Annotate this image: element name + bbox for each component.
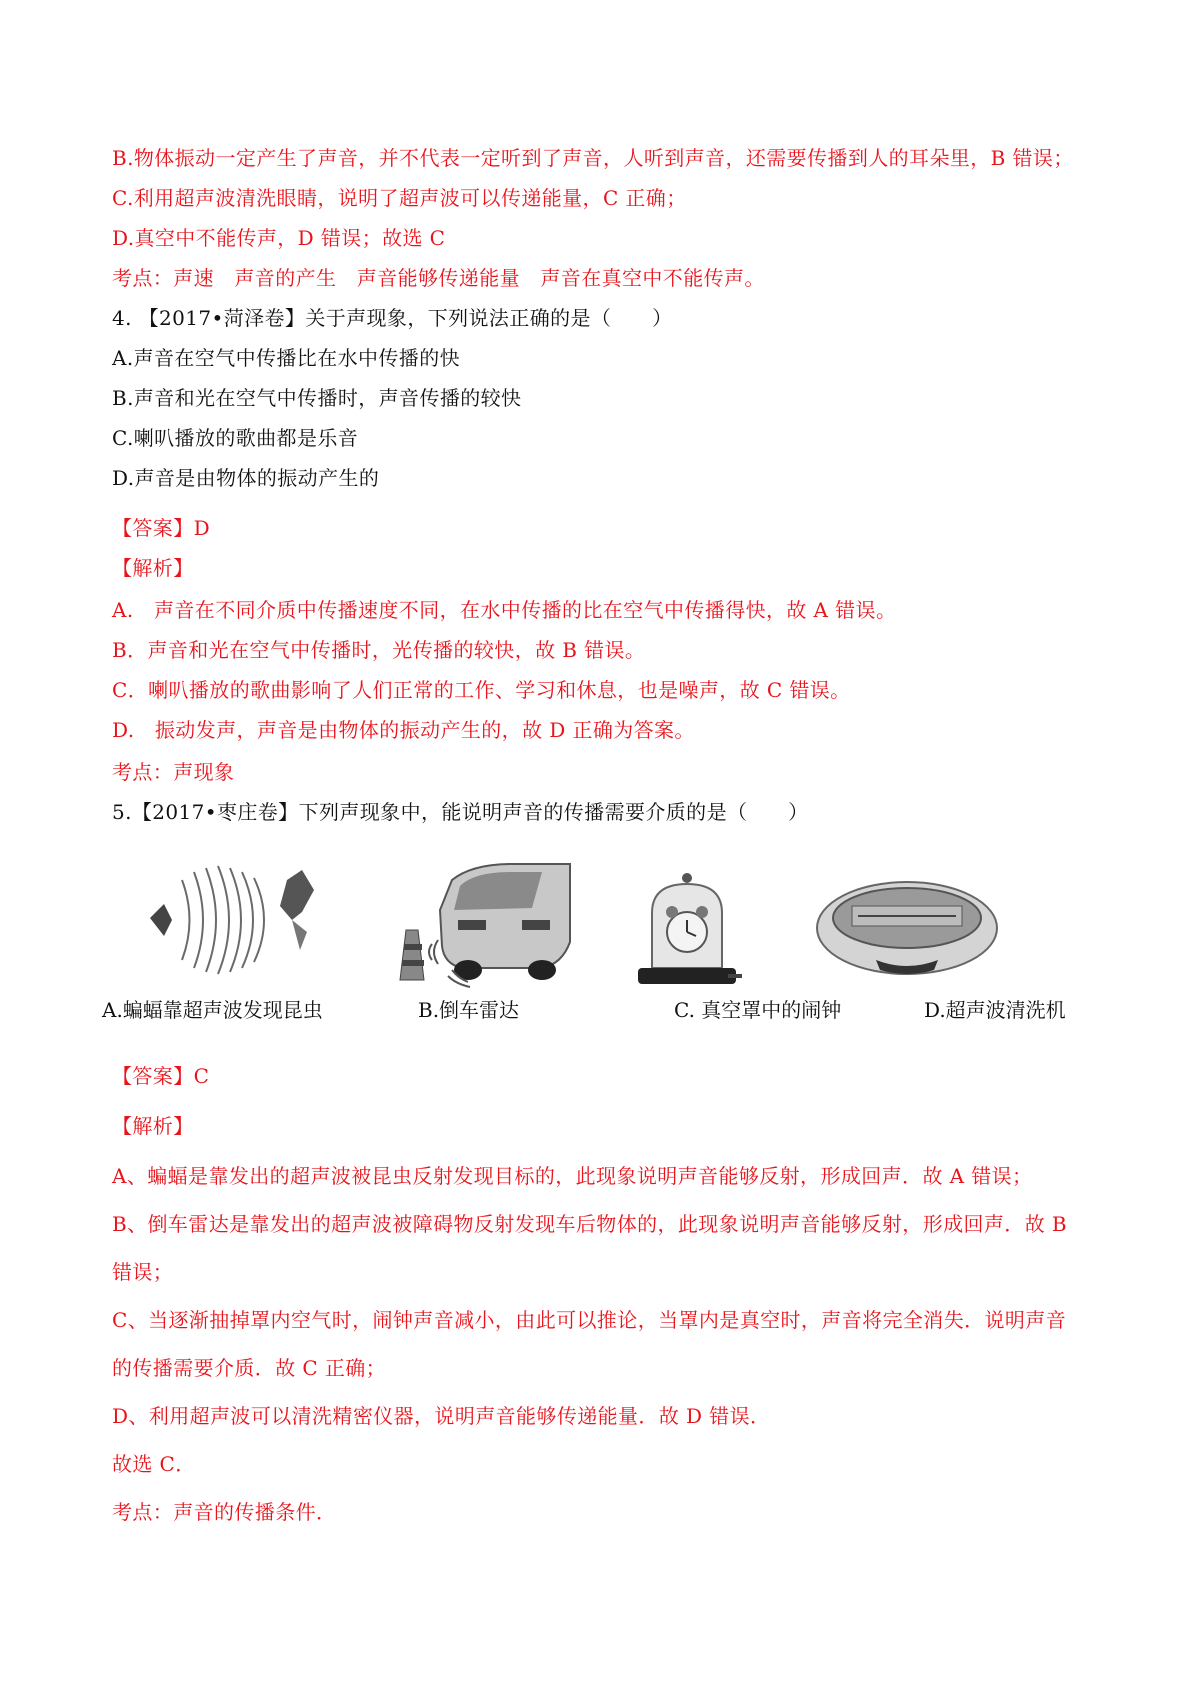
q4-option-c: C.喇叭播放的歌曲都是乐音 (112, 426, 359, 450)
q5-analysis-a: A、蝙蝠是靠发出的超声波被昆虫反射发现目标的，此现象说明声音能够反射，形成回声．故 A 错误； (112, 1164, 1033, 1188)
bat-ultrasound-figure (142, 860, 322, 980)
bell-jar-clock-figure (632, 868, 742, 998)
q3-analysis-b: B.物体振动一定产生了声音，并不代表一定听到了声音，人听到声音，还需要传播到人的耳朵里，B 错误； (112, 146, 1074, 170)
q4-analysis-b: B．声音和光在空气中传播时，光传播的较快，故 B 错误。 (112, 638, 646, 662)
q5-analysis-d: D、利用超声波可以清洗精密仪器，说明声音能够传递能量．故 D 错误． (112, 1404, 771, 1428)
q5-figures (102, 860, 1112, 1040)
q3-kaodian: 考点：声速 声音的产生 声音能够传递能量 声音在真空中不能传声。 (112, 266, 765, 290)
q3-analysis-d: D.真空中不能传声，D 错误；故选 C (112, 226, 446, 250)
q5-caption-a: A.蝙蝠靠超声波发现昆虫 (102, 998, 323, 1022)
q5-analysis-b: B、倒车雷达是靠发出的超声波被障碍物反射发现车后物体的，此现象说明声音能够反射，形成回声．故 B (112, 1212, 1067, 1236)
q5-analysis-c: C、当逐渐抽掉罩内空气时，闹钟声音减小，由此可以推论，当罩内是真空时，声音将完全消失．说明声音 (112, 1308, 1067, 1332)
q4-analysis-a: A. 声音在不同介质中传播速度不同，在水中传播的比在空气中传播得快，故 A 错误。 (112, 598, 897, 622)
q4-analysis-d: D. 振动发声，声音是由物体的振动产生的，故 D 正确为答案。 (112, 718, 695, 742)
q5-caption-c: C. 真空罩中的闹钟 (674, 998, 842, 1022)
q4-option-a: A.声音在空气中传播比在水中传播的快 (112, 346, 461, 370)
q5-answer: 【答案】C (112, 1064, 210, 1088)
q4-analysis-label: 【解析】 (112, 556, 194, 580)
ultrasonic-cleaner-figure (812, 870, 1002, 980)
q4-option-d: D.声音是由物体的振动产生的 (112, 466, 380, 490)
q5-kaodian: 考点：声音的传播条件． (112, 1500, 337, 1524)
q4-analysis-c: C．喇叭播放的歌曲影响了人们正常的工作、学习和休息，也是噪声，故 C 错误。 (112, 678, 851, 702)
q4-kaodian: 考点：声现象 (112, 760, 235, 784)
q5-analysis-c-cont: 的传播需要介质．故 C 正确； (112, 1356, 387, 1380)
q4-stem: 4. 【2017•菏泽卷】关于声现象，下列说法正确的是（ ） (112, 306, 673, 330)
q5-analysis-label: 【解析】 (112, 1114, 194, 1138)
q4-option-b: B.声音和光在空气中传播时，声音传播的较快 (112, 386, 522, 410)
q5-stem: 5.【2017•枣庄卷】下列声现象中，能说明声音的传播需要介质的是（ ） (112, 800, 809, 824)
q3-analysis-c: C.利用超声波清洗眼睛，说明了超声波可以传递能量，C 正确； (112, 186, 687, 210)
q5-conclusion: 故选 C． (112, 1452, 196, 1476)
q5-caption-b: B.倒车雷达 (418, 998, 520, 1022)
car-radar-figure (382, 860, 572, 990)
q5-caption-d: D.超声波清洗机 (924, 998, 1066, 1022)
q4-answer: 【答案】D (112, 516, 211, 540)
q5-analysis-b-cont: 错误； (112, 1260, 174, 1284)
